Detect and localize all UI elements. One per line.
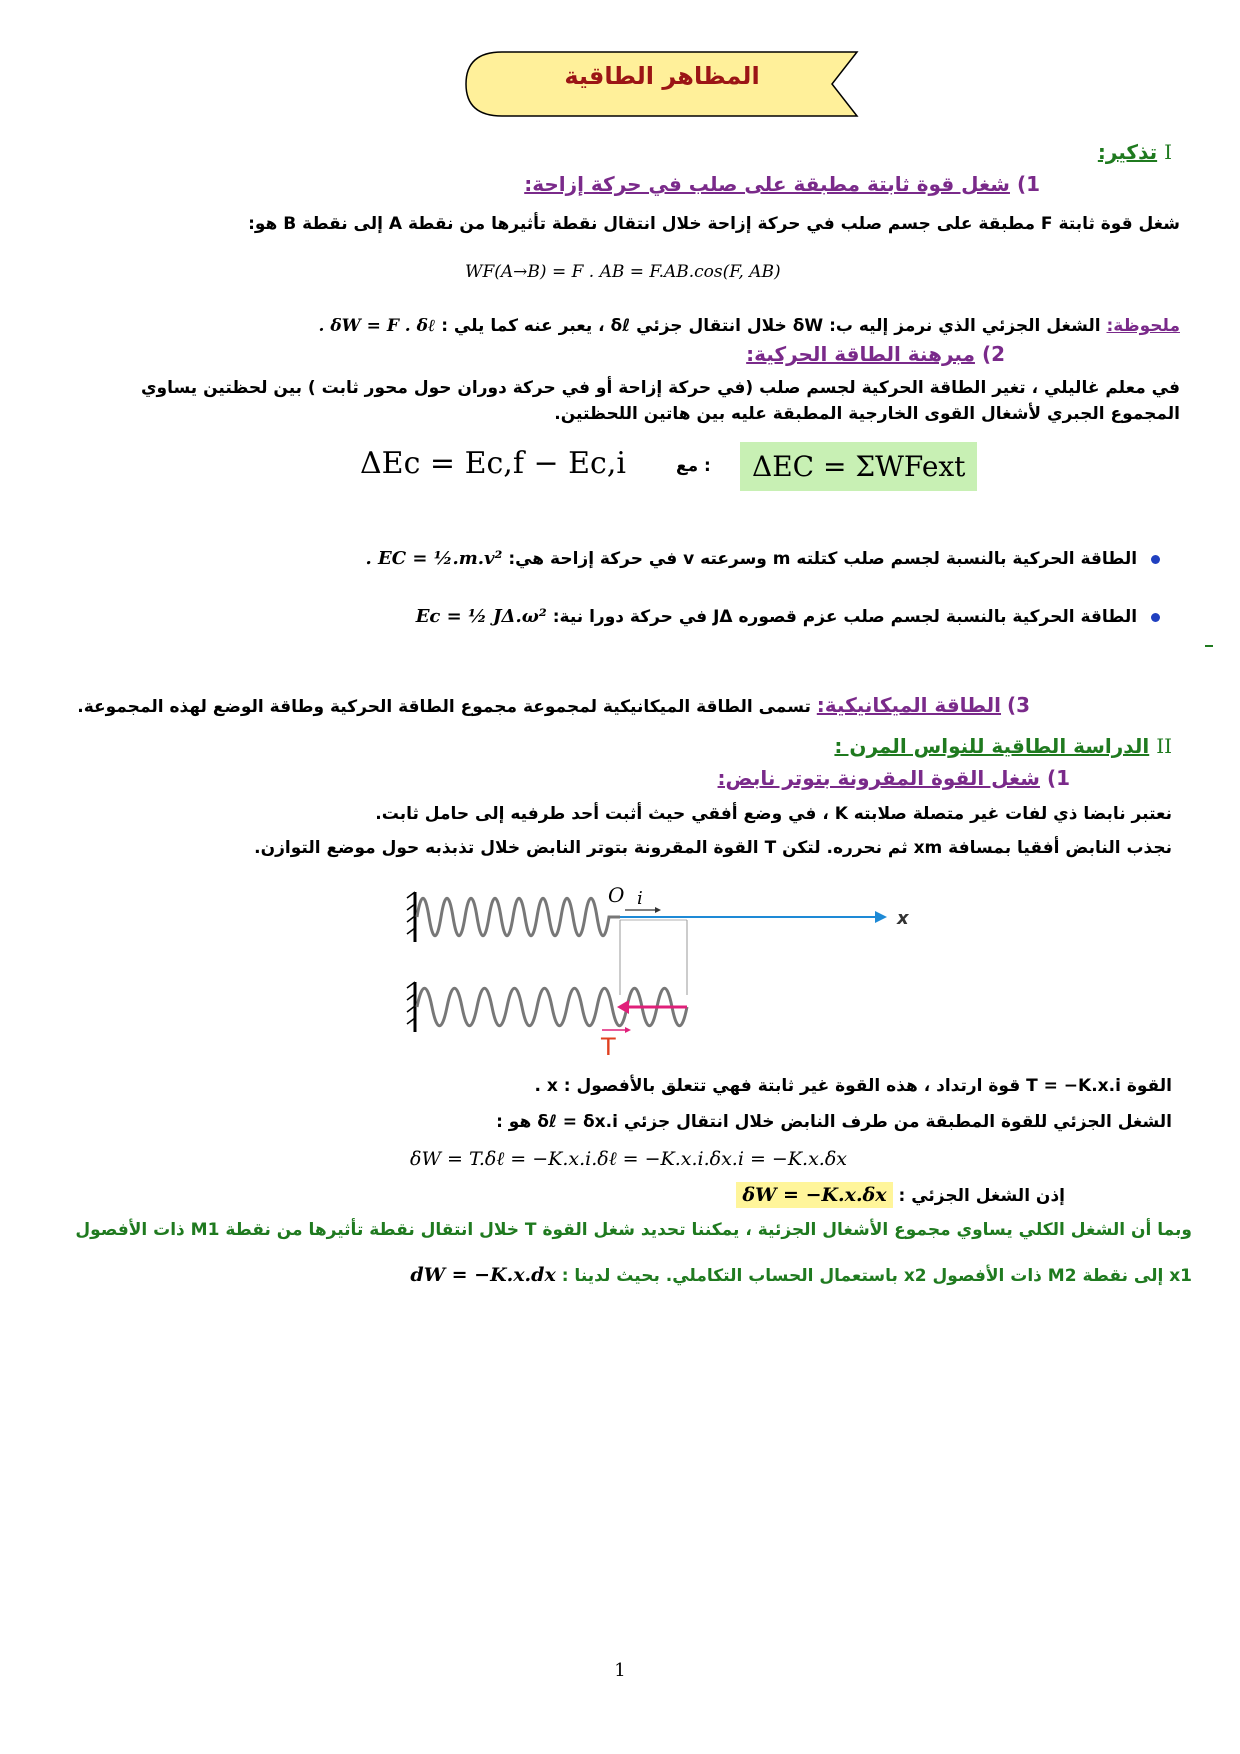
note-formula: δW = F . δℓ . [318, 316, 436, 336]
note-text: الشغل الجزئي الذي نرمز إليه ب: δW خلال انتقال جزئي δℓ ، يعبر عنه كما يلي : [441, 316, 1101, 336]
section2-number: II [1156, 734, 1172, 758]
energy-change-formula: ΔEc = Ec,f − Ec,i [360, 446, 626, 481]
spring-text-line2: نجذب النابض أفقيا بمسافة xm ثم نحرره. لتكن T القوة المقرونة بتوتر النابض خلال تذبذبه حول موضع التوازن. [254, 838, 1172, 858]
bullet2-text: الطاقة الحركية بالنسبة لجسم صلب عزم قصوره JΔ في حركة دورا نية: [552, 607, 1138, 627]
sub3-number: 3) [1006, 693, 1030, 717]
bullet2-line [416, 606, 1160, 627]
spring-figure [405, 880, 925, 1070]
bullet1-line [365, 548, 1160, 569]
sub2-header [746, 342, 1005, 366]
bullet1-formula: EC = ½.m.v² . [365, 548, 503, 569]
section1-number: I [1164, 140, 1172, 164]
total-work-formula: dW = −K.x.dx [410, 1264, 556, 1286]
bullet-icon [1151, 555, 1160, 564]
conclusion-line [736, 1184, 1065, 1206]
bullet1-text: الطاقة الحركية بالنسبة لجسم صلب كتلته m وسرعته v في حركة إزاحة هي: [508, 549, 1138, 569]
restoring-force-line: القوة T = −K.x.i قوة ارتداد ، هذه القوة غير ثابتة فهي تتعلق بالأفصول : x . [534, 1076, 1172, 1096]
conclusion-formula: δW = −K.x.δx [736, 1182, 892, 1208]
work-formula: WF(A→B) = F . AB = F.AB.cos(F, AB) [465, 262, 781, 282]
section2-sub1-heading: شغل القوة المقرونة بتوتر نابض: [717, 766, 1040, 790]
sub1-text: شغل قوة ثابتة F مطبقة على جسم صلب في حركة إزاحة خلال انتقال نقطة تأثيرها من نقطة A إلى نقطة B هو: [248, 214, 1180, 234]
unit-vector-label: i [637, 888, 643, 909]
total-work-line1: وبما أن الشغل الكلي يساوي مجموع الأشغال الجزئية ، يمكننا تحديد شغل القوة T خلال انتقال نقطة تأثيرها من نقطة M1 ذات الأفصول [75, 1220, 1192, 1240]
sub2-text-line1: في معلم غاليلي ، تغير الطاقة الحركية لجسم صلب (في حركة إزاحة أو في حركة دوران حول محور ثابت ) بين لحظتين يساوي [140, 378, 1180, 398]
sub1-number: 1) [1016, 172, 1040, 196]
total-work-line2 [410, 1264, 1192, 1286]
force-label: T [601, 1033, 616, 1061]
divider-mark [1205, 645, 1213, 647]
total-work-line2-text: x1 إلى نقطة M2 ذات الأفصول x2 باستعمال الحساب التكاملي. بحيث لدينا : [561, 1266, 1192, 1286]
sub3-text: تسمى الطاقة الميكانيكية لمجموعة مجموع الطاقة الحركية وطاقة الوضع لهذه المجموعة. [77, 697, 811, 717]
section2-sub1-number: 1) [1046, 766, 1070, 790]
bullet2-formula: Ec = ½ JΔ.ω² [415, 606, 547, 627]
partial-work-formula: δW = T.δℓ = −K.x.i.δℓ = −K.x.i.δx.i = −K.x.δx [410, 1148, 847, 1170]
axis-label: x [897, 908, 909, 929]
sub3-line [77, 693, 1030, 717]
bullet-icon [1151, 613, 1160, 622]
note-line [318, 316, 1180, 336]
section2-sub1-header [718, 766, 1070, 790]
page-title: المظاهر الطاقية [564, 62, 760, 90]
sub2-text-line2: المجموع الجبري لأشغال القوى الخارجية المطبقة عليه بين هاتين اللحظتين. [554, 404, 1180, 424]
sub1-header [524, 172, 1040, 196]
sub2-heading: مبرهنة الطاقة الحركية: [746, 342, 975, 366]
sub2-number: 2) [981, 342, 1005, 366]
section2-heading: الدراسة الطاقية للنواس المرن : [834, 734, 1150, 758]
note-label: ملحوظة: [1106, 316, 1180, 336]
theorem-formula: ΔEC = ΣWFext [740, 442, 977, 491]
origin-label: O [608, 883, 625, 907]
section2-header [834, 734, 1172, 758]
conclusion-label: إذن الشغل الجزئي : [898, 1186, 1065, 1206]
sub1-heading: شغل قوة ثابتة مطبقة على صلب في حركة إزاحة: [524, 172, 1010, 196]
section1-heading: تذكير: [1097, 140, 1158, 164]
partial-work-line: الشغل الجزئي للقوة المطبقة من طرف النابض خلال انتقال جزئي δℓ = δx.i هو : [496, 1112, 1172, 1132]
spring-text-line1: نعتبر نابضا ذي لفات غير متصلة صلابته K ، في وضع أفقي حيث أثبت أحد طرفيه إلى حامل ثابت. [375, 804, 1172, 824]
page-number: 1 [614, 1660, 626, 1681]
with-label: : مع [676, 456, 711, 476]
sub3-heading: الطاقة الميكانيكية: [816, 693, 1002, 717]
section1-header [1098, 140, 1172, 164]
